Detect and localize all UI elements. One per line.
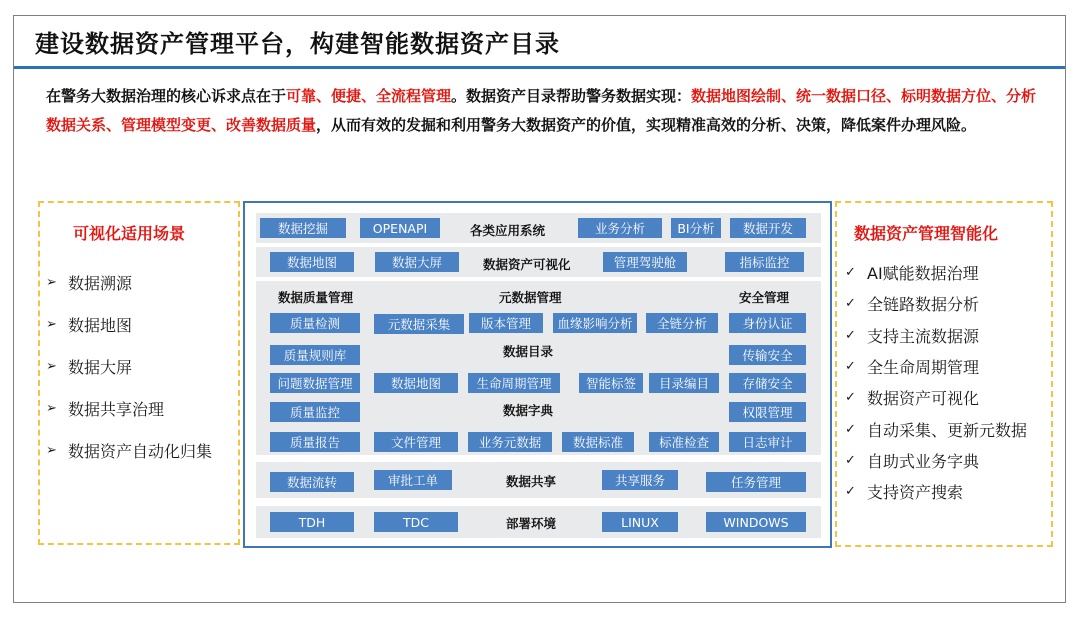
layer-header: 部署环境	[506, 516, 557, 531]
diagram-box: 数据标准	[562, 432, 634, 452]
scenario-label: 数据大屏	[68, 357, 133, 377]
diagram-box: 数据地图	[270, 252, 354, 272]
diagram-box: 存储安全	[729, 373, 806, 393]
arrow-bullet-icon: ➢	[46, 442, 57, 458]
check-icon: ✓	[845, 421, 856, 437]
arrow-bullet-icon: ➢	[46, 400, 57, 416]
diagram-box: 数据地图	[374, 373, 458, 393]
diagram-box: 共享服务	[602, 470, 678, 490]
scenario-label: 数据地图	[68, 315, 133, 335]
security-header: 安全管理	[739, 290, 790, 305]
check-icon: ✓	[845, 452, 856, 468]
scenario-list	[46, 261, 212, 471]
visualization-layer	[256, 247, 821, 277]
apps-layer	[256, 213, 821, 243]
list-item	[845, 413, 1027, 444]
intro-paragraph	[46, 82, 1046, 140]
scenario-label: 数据资产自动化归集	[68, 441, 213, 461]
diagram-box: 版本管理	[469, 313, 543, 333]
diagram-box: BI分析	[671, 218, 721, 238]
visualization-scenarios-panel	[38, 201, 240, 545]
check-icon: ✓	[845, 296, 856, 312]
list-item	[845, 382, 1027, 413]
diagram-box: 质量检测	[270, 313, 360, 333]
check-icon: ✓	[845, 265, 856, 281]
diagram-box: 标准检查	[649, 432, 719, 452]
list-item	[46, 429, 212, 471]
diagram-box: 生命周期管理	[468, 373, 560, 393]
sharing-layer	[256, 462, 821, 498]
layer-header: 数据资产可视化	[483, 257, 571, 272]
diagram-box: WINDOWS	[706, 512, 806, 532]
left-panel-title: 可视化适用场景	[73, 224, 186, 243]
diagram-box: 数据开发	[730, 218, 806, 238]
diagram-box: 管理驾驶舱	[603, 252, 687, 272]
intro-highlight-1: 可靠、便捷、全流程管理	[286, 87, 452, 105]
feature-label: AI赋能数据治理	[867, 264, 979, 284]
architecture-diagram	[243, 201, 832, 548]
diagram-box: 权限管理	[729, 402, 806, 422]
list-item	[845, 445, 1027, 476]
page-title: 建设数据资产管理平台，构建智能数据资产目录	[35, 30, 560, 58]
diagram-box: 质量监控	[270, 402, 360, 422]
scenario-label: 数据溯源	[68, 273, 133, 293]
diagram-box: 数据流转	[270, 472, 354, 492]
diagram-box: TDC	[374, 512, 458, 532]
diagram-box: 数据挖掘	[260, 218, 346, 238]
metadata-header: 元数据管理	[499, 290, 562, 305]
intro-highlight-2: 数据地图绘制、统一数据口径、标明数据方位、分析数据关系、管理模型变更、改善数据质量	[46, 87, 1037, 134]
list-item	[46, 261, 212, 303]
feature-label: 自助式业务字典	[867, 451, 980, 471]
diagram-box: 质量规则库	[270, 345, 360, 365]
feature-label: 全生命周期管理	[867, 358, 980, 378]
diagram-box: 传输安全	[729, 345, 806, 365]
feature-label: 支持主流数据源	[867, 326, 980, 346]
diagram-box: 指标监控	[725, 252, 804, 272]
layer-header: 数据共享	[506, 474, 557, 489]
feature-list	[845, 257, 1027, 507]
list-item	[845, 288, 1027, 319]
diagram-box: 审批工单	[374, 470, 452, 490]
feature-label: 自动采集、更新元数据	[867, 420, 1028, 440]
scenario-label: 数据共享治理	[68, 399, 165, 419]
arrow-bullet-icon: ➢	[46, 358, 57, 374]
title-underline	[14, 66, 1065, 69]
diagram-box: 质量报告	[270, 432, 360, 452]
diagram-box: 血缘影响分析	[553, 313, 637, 333]
diagram-box: 日志审计	[729, 432, 806, 452]
list-item	[845, 257, 1027, 288]
quality-header: 数据质量管理	[278, 290, 354, 305]
list-item	[845, 351, 1027, 382]
list-item	[46, 345, 212, 387]
diagram-box: OPENAPI	[360, 218, 440, 238]
list-item	[845, 320, 1027, 351]
check-icon: ✓	[845, 359, 856, 375]
diagram-box: TDH	[270, 512, 354, 532]
feature-label: 数据资产可视化	[867, 389, 980, 409]
diagram-box: 任务管理	[706, 472, 806, 492]
check-icon: ✓	[845, 390, 856, 406]
diagram-box: 问题数据管理	[270, 373, 360, 393]
list-item	[46, 387, 212, 429]
diagram-box: 数据大屏	[375, 252, 459, 272]
feature-label: 全链路数据分析	[867, 295, 980, 315]
right-panel-title: 数据资产管理智能化	[854, 224, 999, 243]
intelligent-management-panel	[835, 201, 1053, 547]
check-icon: ✓	[845, 327, 856, 343]
arrow-bullet-icon: ➢	[46, 316, 57, 332]
list-item	[46, 303, 212, 345]
arrow-bullet-icon: ➢	[46, 274, 57, 290]
diagram-box: 目录编目	[649, 373, 719, 393]
diagram-box: 元数据采集	[374, 314, 464, 334]
diagram-box: LINUX	[602, 512, 678, 532]
governance-layer	[256, 281, 821, 455]
dictionary-header: 数据字典	[503, 403, 554, 418]
diagram-box: 业务元数据	[468, 432, 552, 452]
diagram-box: 智能标签	[579, 373, 643, 393]
diagram-box: 身份认证	[729, 313, 806, 333]
intro-text-3: ，从而有效的发掘和利用警务大数据资产的价值，实现精准高效的分析、决策，降低案件办理风险。	[316, 116, 977, 134]
deployment-layer	[256, 506, 821, 538]
intro-text-1: 在警务大数据治理的核心诉求点在于	[46, 87, 287, 105]
list-item	[845, 476, 1027, 507]
layer-header: 各类应用系统	[470, 223, 546, 238]
diagram-box: 文件管理	[374, 432, 458, 452]
check-icon: ✓	[845, 484, 856, 500]
intro-text-2: 。数据资产目录帮助警务数据实现：	[451, 87, 692, 105]
diagram-box: 全链分析	[646, 313, 718, 333]
feature-label: 支持资产搜索	[867, 483, 964, 503]
catalog-header: 数据目录	[503, 344, 554, 359]
diagram-box: 业务分析	[578, 218, 662, 238]
